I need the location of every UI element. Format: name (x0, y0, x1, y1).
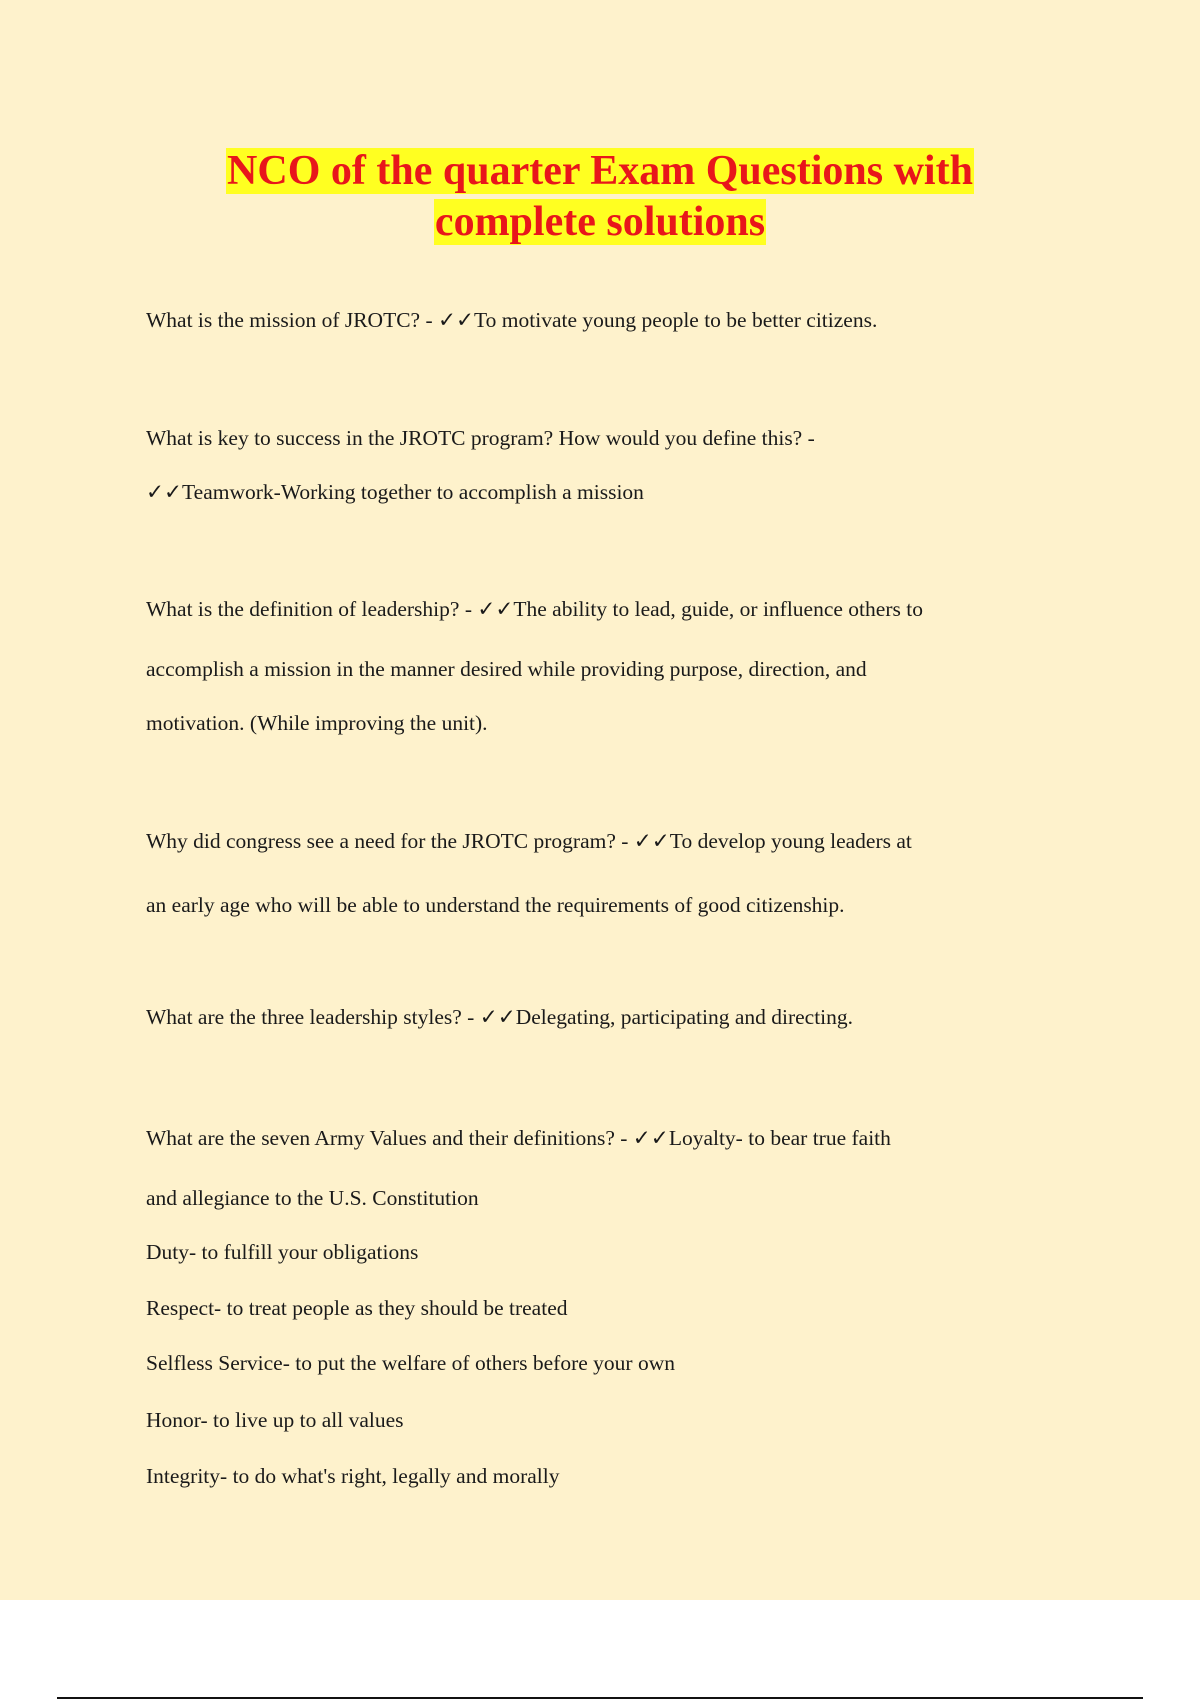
value-honor: Honor- to live up to all values (146, 1408, 404, 1432)
value-respect: Respect- to treat people as they should be treated (146, 1296, 568, 1320)
title-line-2: complete solutions (434, 199, 766, 245)
question-mission-jrotc: What is the mission of JROTC? - ✓✓To motivate young people to be better citizens. (146, 308, 878, 332)
value-duty: Duty- to fulfill your obligations (146, 1240, 419, 1264)
answer-definition-leadership-end: motivation. (While improving the unit). (146, 711, 488, 735)
question-army-values: What are the seven Army Values and their definitions? - ✓✓Loyalty- to bear true faith (146, 1126, 891, 1150)
question-key-to-success: What is key to success in the JROTC program? How would you define this? - (146, 426, 815, 450)
question-congress-need: Why did congress see a need for the JROTC program? - ✓✓To develop young leaders at (146, 829, 912, 853)
value-integrity: Integrity- to do what's right, legally and morally (146, 1464, 560, 1488)
answer-definition-leadership-cont: accomplish a mission in the manner desired while providing purpose, direction, and (146, 657, 867, 681)
answer-army-values-loyalty: and allegiance to the U.S. Constitution (146, 1186, 479, 1210)
question-definition-leadership: What is the definition of leadership? - ✓✓The ability to lead, guide, or influence others to (146, 597, 923, 621)
answer-congress-need-cont: an early age who will be able to understand the requirements of good citizenship. (146, 893, 845, 917)
value-selfless-service: Selfless Service- to put the welfare of others before your own (146, 1351, 675, 1375)
document-title (0, 146, 1200, 248)
question-leadership-styles: What are the three leadership styles? - ✓✓Delegating, participating and directing. (146, 1005, 854, 1029)
title-line-1: NCO of the quarter Exam Questions with (227, 148, 973, 194)
footer-divider (57, 1697, 1143, 1699)
answer-key-to-success: ✓✓Teamwork-Working together to accomplish a mission (146, 480, 644, 504)
